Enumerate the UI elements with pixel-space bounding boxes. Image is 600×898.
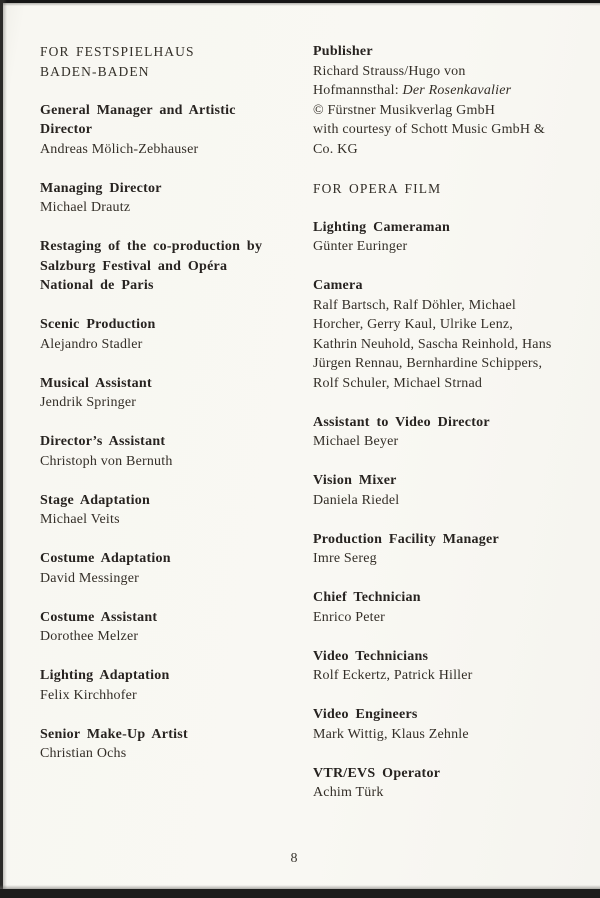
credit-name-text: Michael Veits xyxy=(40,512,120,527)
credit-name-line xyxy=(313,491,589,511)
credit-role-line: VTR/EVS Operator xyxy=(313,765,441,781)
credit-name-text: Michael Beyer xyxy=(313,434,399,449)
credit-role-line: General Manager and Artistic xyxy=(40,102,236,118)
credit-name-line xyxy=(313,140,589,160)
credit-role-line: Publisher xyxy=(313,44,373,59)
credit-name-line xyxy=(313,549,589,569)
credit-role-line: Video Technicians xyxy=(313,648,429,664)
credit-block xyxy=(40,432,308,471)
credit-role-line: Senior Make-Up Artist xyxy=(40,726,188,742)
credit-block xyxy=(40,101,308,160)
left-column xyxy=(40,42,308,783)
credit-name-line xyxy=(313,374,589,394)
credit-name-line xyxy=(313,296,589,316)
credit-role-line: National de Paris xyxy=(40,278,154,293)
credit-name-text: Horcher, Gerry Kaul, Ulrike Lenz, xyxy=(313,317,514,332)
credit-name-text: Richard Strauss/Hugo von xyxy=(313,63,466,79)
credit-block xyxy=(40,549,308,588)
credit-name-line xyxy=(40,686,308,706)
credit-role-line: Scenic Production xyxy=(40,317,156,332)
section-header-line: FOR OPERA FILM xyxy=(313,180,442,196)
credit-name-text: Felix Kirchhofer xyxy=(40,687,137,703)
credit-block xyxy=(40,666,308,705)
scan-edge-bottom xyxy=(0,889,600,898)
credit-name-text: Dorothee Melzer xyxy=(40,629,139,644)
scan-edge-top-shadow xyxy=(0,3,600,6)
credit-role-line: Director xyxy=(40,122,93,137)
credit-name-line xyxy=(313,354,589,374)
credit-name-line xyxy=(313,237,589,257)
work-title-italic: Der Rosenkavalier xyxy=(402,83,512,98)
credit-name-text: David Messinger xyxy=(40,570,140,586)
credit-name-text: © Fürstner Musikverlag GmbH xyxy=(313,102,496,118)
credit-name-text: Andreas Mölich-Zebhauser xyxy=(40,141,199,157)
credit-name-text: Christian Ochs xyxy=(40,746,127,761)
credit-block xyxy=(313,276,589,393)
credit-name-text: Günter Euringer xyxy=(313,239,408,254)
credit-block xyxy=(313,705,589,744)
credit-role-line: Director’s Assistant xyxy=(40,434,166,449)
credit-role-line: Assistant to Video Director xyxy=(313,414,490,430)
credit-block xyxy=(313,471,589,510)
credit-block xyxy=(313,764,589,803)
credit-name-line xyxy=(40,569,308,589)
credit-name-text: Achim Türk xyxy=(313,785,384,800)
credit-name-line xyxy=(40,452,308,472)
credit-block xyxy=(313,530,589,569)
credit-name-text: Jendrik Springer xyxy=(40,395,137,410)
credit-name-line xyxy=(40,198,308,218)
credit-role-line: Camera xyxy=(313,278,363,293)
credit-name-line xyxy=(40,627,308,647)
credit-name-line xyxy=(313,725,589,745)
credit-name-text: Imre Sereg xyxy=(313,551,377,566)
credit-role-line: Lighting Cameraman xyxy=(313,219,450,235)
credit-block xyxy=(40,725,308,764)
credit-role-line: Costume Assistant xyxy=(40,609,158,625)
credit-role-line: Lighting Adaptation xyxy=(40,668,170,683)
credit-name-line xyxy=(40,140,308,160)
credit-block xyxy=(313,647,589,686)
credit-name-line xyxy=(313,783,589,803)
credit-name-text: Mark Wittig, Klaus Zehnle xyxy=(313,726,469,742)
credit-name-text: Kathrin Neuhold, Sascha Reinhold, Hans xyxy=(313,336,552,352)
credit-name-text: Co. KG xyxy=(313,141,358,157)
section-header-line: BADEN-BADEN xyxy=(40,63,150,79)
credit-block xyxy=(313,413,589,452)
credit-block xyxy=(40,237,308,296)
credit-name-text: Christoph von Bernuth xyxy=(40,453,173,469)
credit-name-line xyxy=(313,666,589,686)
credit-role-line: Restaging of the co-production by xyxy=(40,239,263,254)
credit-name-line xyxy=(40,335,308,355)
credit-block xyxy=(40,315,308,354)
credit-name-line xyxy=(40,744,308,764)
credit-block xyxy=(40,608,308,647)
credit-name-line xyxy=(40,510,308,530)
credit-role-line: Costume Adaptation xyxy=(40,551,171,566)
credit-role-line: Video Engineers xyxy=(313,707,418,722)
credit-name-text: with courtesy of Schott Music GmbH & xyxy=(313,122,545,137)
credit-block xyxy=(40,374,308,413)
credit-block xyxy=(313,218,589,257)
credit-name-line xyxy=(40,393,308,413)
scan-edge-left-shadow xyxy=(3,0,7,898)
credit-role-line: Chief Technician xyxy=(313,590,421,605)
right-column xyxy=(313,42,589,822)
section-header xyxy=(313,179,589,199)
credit-name-line xyxy=(313,335,589,355)
credit-role-line: Vision Mixer xyxy=(313,473,397,488)
credit-name-text: Hofmannsthal: xyxy=(313,83,403,98)
credit-name-text: Rolf Eckertz, Patrick Hiller xyxy=(313,668,473,683)
credit-role-line: Salzburg Festival and Opéra xyxy=(40,258,228,274)
credit-block xyxy=(40,179,308,218)
page-number: 8 xyxy=(290,851,298,866)
credit-name-line xyxy=(313,81,589,101)
credit-block xyxy=(313,42,589,159)
credit-role-line: Stage Adaptation xyxy=(40,492,151,508)
credit-name-text: Michael Drautz xyxy=(40,200,131,215)
section-header xyxy=(40,42,308,81)
credit-role-line: Managing Director xyxy=(40,180,162,196)
credit-name-line xyxy=(313,120,589,140)
credit-block xyxy=(313,588,589,627)
credit-name-text: Jürgen Rennau, Bernhardine Schippers, xyxy=(313,356,543,371)
credit-name-text: Alejandro Stadler xyxy=(40,336,143,352)
credit-name-line xyxy=(313,101,589,121)
credit-name-line xyxy=(313,315,589,335)
credit-name-line xyxy=(313,432,589,452)
credit-name-line xyxy=(313,608,589,628)
section-header-line: FOR FESTSPIELHAUS xyxy=(40,44,195,59)
credit-role-line: Production Facility Manager xyxy=(313,531,499,547)
credit-name-line xyxy=(313,62,589,82)
credit-name-text: Daniela Riedel xyxy=(313,492,400,508)
credit-role-line: Musical Assistant xyxy=(40,375,152,391)
credit-block xyxy=(40,491,308,530)
credit-name-text: Rolf Schuler, Michael Strnad xyxy=(313,375,483,391)
credit-name-text: Enrico Peter xyxy=(313,609,385,625)
credit-name-text: Ralf Bartsch, Ralf Döhler, Michael xyxy=(313,297,516,313)
